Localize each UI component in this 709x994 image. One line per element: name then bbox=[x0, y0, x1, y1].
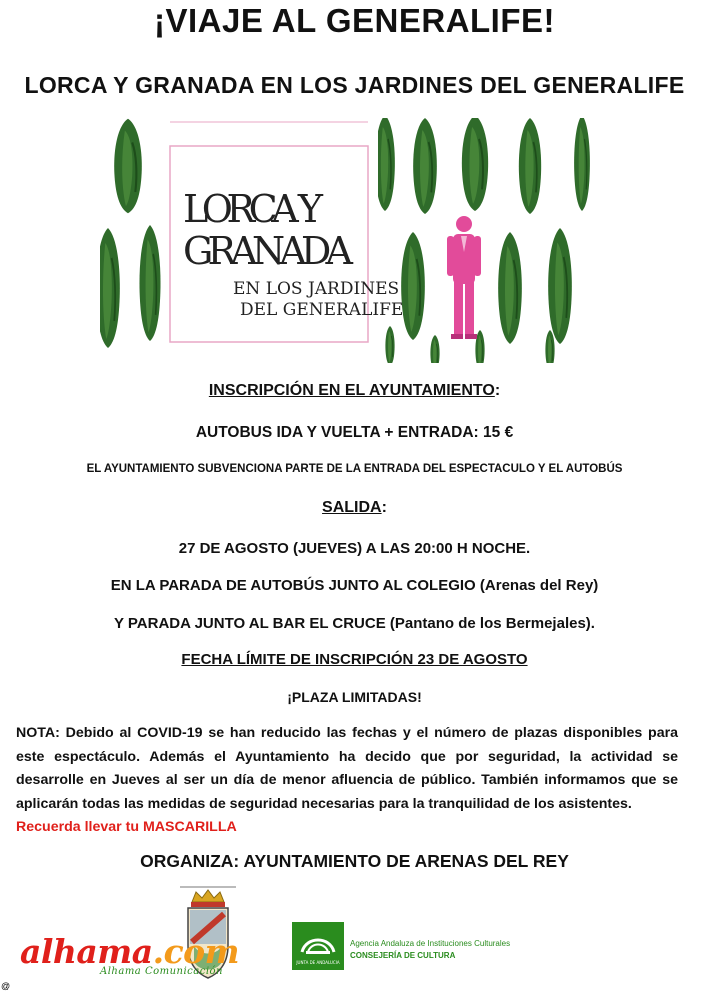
poster-title-line-2: GRANADA bbox=[183, 229, 353, 273]
poster-title-line-1: LORCA Y bbox=[183, 187, 323, 231]
departure-colon: : bbox=[381, 499, 387, 516]
deadline-line bbox=[0, 651, 709, 668]
alhama-logo-orange: .com bbox=[152, 932, 240, 971]
mask-reminder: Recuerda llevar tu MASCARILLA bbox=[16, 819, 237, 835]
registration-heading-text: INSCRIPCIÓN EN EL AYUNTAMIENTO bbox=[208, 382, 495, 399]
departure-date: 27 DE AGOSTO (JUEVES) A LAS 20:00 H NOCHE. bbox=[178, 540, 531, 557]
poster-title-line-4: DEL GENERALIFE bbox=[240, 300, 404, 320]
alhama-logo-red: alhama bbox=[20, 932, 153, 971]
departure-stop-1 bbox=[0, 577, 709, 594]
deadline-text: FECHA LÍMITE DE INSCRIPCIÓN 23 DE AGOSTO bbox=[181, 651, 528, 668]
departure-stop-2 bbox=[0, 615, 709, 632]
page-title: ¡VIAJE AL GENERALIFE! bbox=[153, 2, 556, 39]
poster-title-line-3: EN LOS JARDINES bbox=[233, 279, 400, 299]
stop-2-main: Y PARADA JUNTO AL BAR EL CRUCE bbox=[114, 615, 390, 632]
page-subtitle: LORCA Y GRANADA EN LOS JARDINES DEL GENERALIFE bbox=[24, 72, 685, 98]
stop-2-place: (Pantano de los Bermejales). bbox=[389, 615, 595, 632]
junta-line-2: CONSEJERÍA DE CULTURA bbox=[350, 951, 456, 960]
limited-places: ¡PLAZA LIMITADAS! bbox=[287, 689, 422, 705]
covid-note bbox=[16, 722, 678, 840]
subsidy-line: EL AYUNTAMIENTO SUBVENCIONA PARTE DE LA ENTRADA DEL ESPECTACULO Y EL AUTOBÚS bbox=[86, 463, 623, 475]
stop-1-place: (Arenas del Rey) bbox=[479, 577, 599, 594]
departure-heading-text: SALIDA bbox=[322, 499, 382, 516]
registration-heading bbox=[0, 382, 709, 400]
departure-heading bbox=[0, 499, 709, 517]
junta-logo-caption: JUNTA DE ANDALUCIA bbox=[296, 960, 340, 965]
registration-colon: : bbox=[494, 382, 501, 399]
alhama-logo-tagline: Alhama Comunicación bbox=[100, 966, 224, 977]
alhama-logo bbox=[20, 932, 240, 977]
organizer-line: ORGANIZA: AYUNTAMIENTO DE ARENAS DEL REY bbox=[140, 851, 569, 871]
stop-1-main: EN LA PARADA DE AUTOBÚS JUNTO AL COLEGIO bbox=[110, 577, 480, 594]
covid-note-text: NOTA: Debido al COVID-19 se han reducido las fechas y el número de plazas disponibles para este espectáculo. Además el Ayuntamiento ha decido que por seguridad, la actividad se desarrolle en Jueves al ser un día de menor afluencia de público. También informamos que se aplicarán todas las medidas de seguridad necesarias para la tranquilidad de los asistentes. bbox=[16, 725, 678, 812]
poster-artwork bbox=[100, 118, 595, 363]
junta-line-1: Agencia Andaluza de Instituciones Culturales bbox=[350, 939, 511, 948]
price-line: AUTOBUS IDA Y VUELTA + ENTRADA: 15 € bbox=[195, 424, 514, 441]
junta-logo-icon bbox=[292, 922, 344, 975]
corner-mark: @ bbox=[1, 981, 11, 991]
event-poster bbox=[100, 118, 595, 363]
junta-text bbox=[350, 938, 510, 962]
